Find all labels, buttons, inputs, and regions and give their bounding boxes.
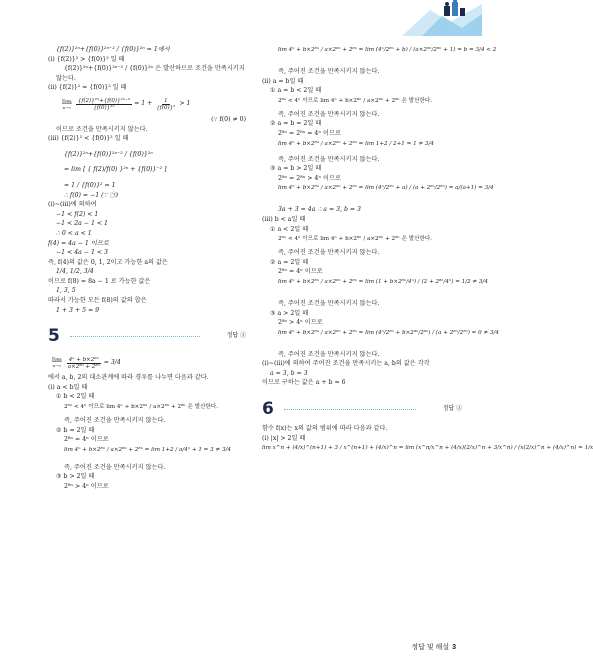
equation: lim 4ⁿ + b×2⁸ⁿ / a×2⁸ⁿ + 2⁸ⁿ = lim 1+2 / 2+1 = 1 ≠ 3/4	[278, 140, 434, 147]
limit-symbol: lim n→∞	[52, 357, 62, 369]
text-line: −1 < f(2) < 1	[56, 210, 99, 218]
equation: lim 4ⁿ + b×2⁸ⁿ / a×2⁸ⁿ + 2⁸ⁿ = lim (4ⁿ/2⁸ⁿ + b) / (a×2⁸ⁿ/2⁸ⁿ + 1) = b = 3/4 < 2	[278, 47, 497, 53]
text-line: (ⅰ) |x| > 2일 때	[262, 434, 306, 442]
left-column	[48, 46, 246, 493]
header-decoration-graphic	[402, 0, 482, 36]
problem-6-header	[262, 397, 462, 421]
equation: lim 4ⁿ + b×2⁸ⁿ / a×2⁸ⁿ + 2⁸ⁿ = lim (1 + b×2⁸ⁿ/4ⁿ) / (2 + 2⁸ⁿ/4ⁿ) = 1/2 ≠ 3/4	[278, 278, 488, 285]
text-line: 1 + 3 + 5 = 9	[56, 306, 100, 314]
equation: lim 4ⁿ + b×2⁸ⁿ / a×2⁸ⁿ + 2⁸ⁿ = lim (4ⁿ/2⁸ⁿ + b×2⁸ⁿ/2⁸ⁿ) / (a + 2⁸ⁿ/2⁸ⁿ) = 0 ≠ 3/4	[278, 329, 499, 336]
text-line: 1, 3, 5	[56, 287, 76, 295]
limit-symbol: lim n→∞	[62, 98, 72, 111]
text-line: (ⅱ) {f(2)}² = {f(0)}² 일 때	[48, 84, 127, 92]
text-line: 함수 f(x)는 x의 값의 범위에 따라 다음과 같다.	[262, 425, 388, 433]
text-line: a = 3, b = 3	[270, 369, 308, 377]
text-line: 2⁸ⁿ < 4ⁿ 이므로 lim 4ⁿ + b×2⁸ⁿ / a×2⁸ⁿ + 2⁸ⁿ 은 발산한다.	[64, 404, 219, 411]
equation: lim n→∞ $\frac{\text{4ⁿ + b×2⁸ⁿ}}{\text{a×2⁸ⁿ + 2⁸ⁿ}}$ = 3/4	[52, 356, 121, 370]
text-line: (ⅰ)~(ⅲ)에 의하여	[48, 201, 97, 209]
text-line: (ⅲ) b < a일 때	[262, 215, 306, 223]
page-number: 3	[452, 643, 456, 651]
text-line: 2⁸ⁿ > 4ⁿ 이므로	[64, 483, 109, 490]
text-line: (ⅰ) a < b일 때	[48, 383, 88, 391]
divider	[70, 336, 200, 337]
text-line: 즉, f(4)의 값은 0, 1, 2이고 가능한 a의 값은	[48, 258, 168, 266]
page-footer	[411, 643, 456, 653]
text-line: 따라서 가능한 모든 f(8)의 값의 합은	[48, 297, 147, 305]
divider	[284, 409, 416, 410]
text-line: 즉, 주어진 조건을 만족시키지 않는다.	[278, 68, 380, 75]
text-line: 이므로 f(8) = 8a − 1 로 가능한 값은	[48, 277, 151, 285]
text-line: (ⅲ) {f(2)}² < {f(0)}² 일 때	[48, 135, 129, 143]
text-line: ② a = b = 2일 때	[270, 120, 322, 128]
text-line: (ⅰ)~(ⅲ)에 의하여 주어진 조건을 만족시키는 a, b의 값은 각각	[262, 360, 430, 368]
text-line: 즉, 주어진 조건을 만족시키지 않는다.	[278, 350, 380, 358]
text-line: 즉, 주어진 조건을 만족시키지 않는다.	[64, 417, 166, 425]
text-line: 즉, 주어진 조건을 만족시키지 않는다.	[278, 155, 380, 163]
text-line: (ⅱ) a = b일 때	[262, 77, 304, 85]
text-line: ③ b > 2일 때	[56, 473, 95, 481]
text-line: 즉, 주어진 조건을 만족시키지 않는다.	[278, 299, 380, 307]
text-line: 이므로 조건을 만족시키지 않는다.	[56, 125, 148, 133]
text-line: 2⁸ⁿ < 4ⁿ 이므로 lim 4ⁿ + b×2⁸ⁿ / a×2⁸ⁿ + 2⁸ⁿ 은 발산한다.	[278, 97, 433, 104]
equation: = 1 / {f(0)}² = 1	[64, 181, 116, 189]
text-line: 2⁸ⁿ = 2⁸ⁿ = 4ⁿ 이므로	[278, 129, 341, 137]
fraction: $\frac{\text{\{f(2)\}²ⁿ+\{f(0)\}²ⁿ⁻²}}{\text{\{f(0)\}²ⁿ}}$	[77, 98, 131, 112]
text-line: f(4) = 4a − 1 이므로	[48, 239, 109, 247]
text-line: −1 < 2a − 1 < 1	[56, 220, 108, 228]
text-line: 2⁸ⁿ = 4ⁿ 이므로	[64, 436, 109, 444]
equation: lim 4ⁿ + b×2⁸ⁿ / a×2⁸ⁿ + 2⁸ⁿ = lim 1+2 / a/4ⁿ + 1 = 3 ≠ 3/4	[64, 446, 231, 453]
problem-5-header	[48, 324, 246, 348]
text-line: −1 < 4a − 1 < 3	[56, 249, 108, 257]
equation: = lim [ { f(2)/f(0) }²ⁿ + {f(0)}⁻² ]	[64, 166, 167, 174]
problem-number: 5	[48, 326, 60, 347]
fraction: $\frac{\text{4ⁿ + b×2⁸ⁿ}}{\text{a×2⁸ⁿ + 2⁸ⁿ}}$	[67, 356, 100, 370]
equation: lim 4ⁿ + b×2⁸ⁿ / a×2⁸ⁿ + 2⁸ⁿ = lim (4ⁿ/2⁸ⁿ + a) / (a + 2⁸ⁿ/2⁸ⁿ) = a/(a+1) = 3/4	[278, 185, 494, 192]
text-line: 에서 a, b, 2의 대소관계에 따라 경우를 나누면 다음과 같다.	[48, 374, 209, 382]
text-line: ① a < 2일 때	[270, 225, 309, 233]
text-line: ③ a > 2일 때	[270, 309, 309, 317]
text-line: 2⁸ⁿ < 4ⁿ 이므로 lim 4ⁿ + b×2⁸ⁿ / a×2⁸ⁿ + 2⁸ⁿ 은 발산한다.	[278, 236, 433, 243]
text-line: 1/4, 1/2, 3/4	[56, 268, 94, 276]
text-line: 2⁸ⁿ = 4ⁿ 이므로	[278, 268, 323, 276]
text-line: 3a + 3 = 4a ∴ a = 3, b = 3	[278, 206, 361, 214]
fraction: $\frac{1}{\text{\{f(0)\}²}}$	[156, 98, 176, 112]
answer-label: 정답 ③	[226, 333, 246, 340]
text-line: ∴ 0 < a < 1	[56, 229, 92, 237]
footer-label: 정답 및 해설	[411, 643, 450, 651]
equation: lim x^n + (4/x)^(n+1) + 3 / x^(n+1) + (4/x)^n = lim (x^n/x^n + (4/x)(2/x)^n + 3/x^n) / (x(2/x)^n + (4/x)^n) = 1/x	[262, 445, 593, 452]
text-line: 2⁸ⁿ > 4ⁿ 이므로	[278, 319, 323, 327]
text-line: ② b = 2일 때	[56, 426, 95, 434]
text-line: 즉, 주어진 조건을 만족시키지 않는다.	[278, 110, 380, 118]
text-line: ① a = b < 2일 때	[270, 87, 322, 95]
text-line: ② a = 2일 때	[270, 258, 309, 266]
right-column	[262, 46, 593, 466]
text-line: 2⁸ⁿ = 2⁸ⁿ > 4ⁿ 이므로	[278, 174, 341, 182]
text-line: 이므로 구하는 값은 a + b = 6	[262, 379, 346, 387]
equation: lim n→∞ $\frac{\text{\{f(2)\}²ⁿ+\{f(0)\}²ⁿ⁻²}}{\text{\{f(0)\}²ⁿ}}$ = 1 + $\frac{1}{\text{\{f(0)\}²}}$ > 1	[62, 98, 191, 112]
text-line: ∴ f(0) = −1 (∵ ㉠)	[64, 191, 119, 199]
text-line: 않는다.	[56, 74, 76, 82]
text-line: 즉, 주어진 조건을 만족시키지 않는다.	[64, 463, 166, 471]
equation: {f(2)}²ⁿ+{f(0)}²ⁿ⁻² / {f(0)}²ⁿ	[64, 150, 153, 158]
text-line: {f(2)}²ⁿ+{f(0)}²ⁿ⁻² / {f(0)}²ⁿ 은 발산하므로 조건을 만족시키지	[64, 65, 245, 73]
text-line: (∵ f(0) ≠ 0)	[211, 115, 246, 123]
text-line: (ⅰ) {f(2)}² > {f(0)}² 일 때	[48, 55, 125, 63]
problem-number: 6	[262, 399, 274, 420]
text-line: ③ a = b > 2일 때	[270, 165, 322, 173]
text-line: {f(2)}²ⁿ+{f(0)}²ⁿ⁻² / {f(0)}²ⁿ = 1에서	[56, 46, 170, 53]
answer-label: 정답 ③	[442, 406, 462, 413]
text-line: ① b < 2일 때	[56, 393, 95, 401]
text-line: 즉, 주어진 조건을 만족시키지 않는다.	[278, 249, 380, 257]
